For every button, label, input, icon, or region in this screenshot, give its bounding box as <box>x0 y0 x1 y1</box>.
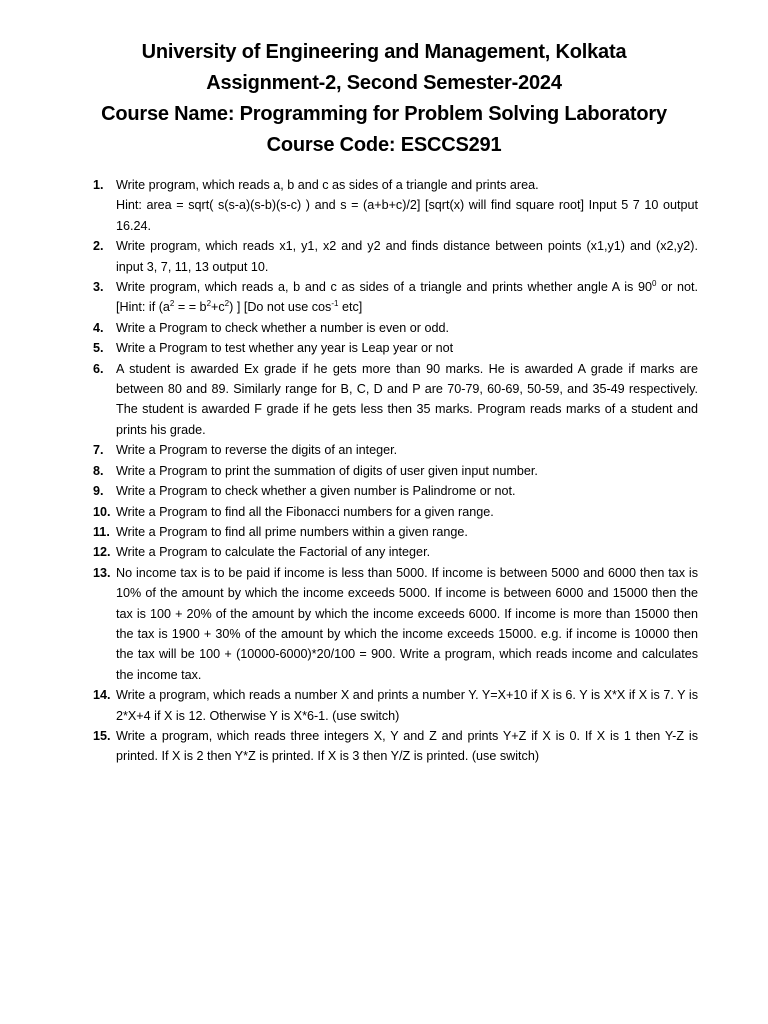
question-text: Write a Program to find all the Fibonacci numbers for a given range. <box>116 504 494 519</box>
university-title: University of Engineering and Management, Kolkata <box>141 41 627 63</box>
question-number: 9. <box>93 484 104 499</box>
question-text: A student is awarded Ex grade if he gets more than 90 marks. He is awarded A grade if marks are between 80 and 89. Similarly range for B, C, D and P are 70-79, 60-69, 50-59, and 35-49 respectively. The student is awarded F grade if he gets less then 35 marks. Program reads marks of a student and prints his grade. <box>116 361 698 437</box>
question-4 <box>88 318 698 338</box>
question-2 <box>88 236 698 277</box>
question-5 <box>88 338 698 358</box>
question-number: 15. <box>93 728 111 743</box>
question-number: 5. <box>93 341 104 356</box>
question-text: Write a Program to check whether a given number is Palindrome or not. <box>116 484 516 499</box>
question-text: No income tax is to be paid if income is less than 5000. If income is between 5000 and 6000 then tax is 10% of the amount by which the income exceeds 5000. If income is between 6000 and 15000 then the tax is 100 + 20% of the amount by which the income exceeds 6000. If income is more than 15000 then the tax is 1900 + 30% of the amount by which the income exceeds 15000. e.g. if income is 10000 then the tax will be 100 + (10000-6000)*20/100 = 900. Write a program, which reads income and calculates the income tax. <box>116 565 698 682</box>
question-8 <box>88 461 698 481</box>
superscript: 2 <box>224 299 230 309</box>
course-name: Course Name: Programming for Problem Solving Laboratory <box>101 103 667 125</box>
question-text: Write a Program to calculate the Factorial of any integer. <box>116 545 431 560</box>
question-text <box>116 280 698 314</box>
text-part: = = b <box>174 300 207 315</box>
question-6 <box>88 359 698 441</box>
question-15 <box>88 726 698 767</box>
superscript: 2 <box>169 299 175 309</box>
question-number: 3. <box>93 280 104 295</box>
superscript: -1 <box>331 299 339 309</box>
question-text: Write a Program to test whether any year is Leap year or not <box>116 341 454 356</box>
question-number: 13. <box>93 565 111 580</box>
superscript: 2 <box>206 299 212 309</box>
question-number: 2. <box>93 239 104 254</box>
question-14 <box>88 685 698 726</box>
text-part: Write program, which reads a, b and c as sides of a triangle and prints whether angle A is 90 <box>116 280 652 295</box>
question-text: Write a Program to check whether a number is even or odd. <box>116 320 449 335</box>
question-number: 8. <box>93 463 104 478</box>
question-10 <box>88 502 698 522</box>
question-11 <box>88 522 698 542</box>
question-number: 6. <box>93 361 104 376</box>
question-number: 11. <box>93 524 110 539</box>
text-part: +c <box>211 300 225 315</box>
question-7 <box>88 440 698 460</box>
question-text: Write a Program to reverse the digits of an integer. <box>116 443 398 458</box>
assignment-title: Assignment-2, Second Semester-2024 <box>206 72 562 94</box>
question-number: 1. <box>93 178 104 192</box>
text-part: etc] <box>338 300 363 315</box>
question-text: Write a Program to print the summation of digits of user given input number. <box>116 463 538 478</box>
superscript: 0 <box>651 278 657 288</box>
course-code: Course Code: ESCCS291 <box>266 134 502 156</box>
question-number: 7. <box>93 443 104 458</box>
question-text: Write program, which reads x1, y1, x2 and y2 and finds distance between points (x1,y1) and (x2,y2). input 3, 7, 11, 13 output 10. <box>116 239 698 274</box>
question-12 <box>88 542 698 562</box>
document-header <box>0 37 768 161</box>
question-hint: Hint: area = sqrt( s(s-a)(s-b)(s-c) ) and s = (a+b+c)/2] [sqrt(x) will find square root] Input 5 7 10 output 16.24. <box>116 198 698 233</box>
question-number: 4. <box>93 320 104 335</box>
question-list <box>88 175 698 767</box>
question-number: 14. <box>93 688 111 703</box>
text-part: ) ] [Do not use cos <box>229 300 332 315</box>
question-text: Write a program, which reads three integers X, Y and Z and prints Y+Z if X is 0. If X is 1 then Y-Z is printed. If X is 2 then Y*Z is printed. If X is 3 then Y/Z is printed. (use switch) <box>116 728 698 764</box>
question-text: Write a program, which reads a number X and prints a number Y. Y=X+10 if X is 6. Y is X*X if X is 7. Y is 2*X+4 if X is 12. Otherwise Y is X*6-1. (use switch) <box>116 688 698 723</box>
question-text: Write program, which reads a, b and c as sides of a triangle and prints area. <box>116 178 539 192</box>
question-1 <box>88 175 698 236</box>
question-number: 12. <box>93 545 111 560</box>
question-13 <box>88 563 698 685</box>
text-part: or not. [Hint: if (a <box>116 280 698 315</box>
question-3 <box>88 277 698 318</box>
question-9 <box>88 481 698 501</box>
question-text: Write a Program to find all prime numbers within a given range. <box>116 524 468 539</box>
question-number: 10. <box>93 504 111 519</box>
